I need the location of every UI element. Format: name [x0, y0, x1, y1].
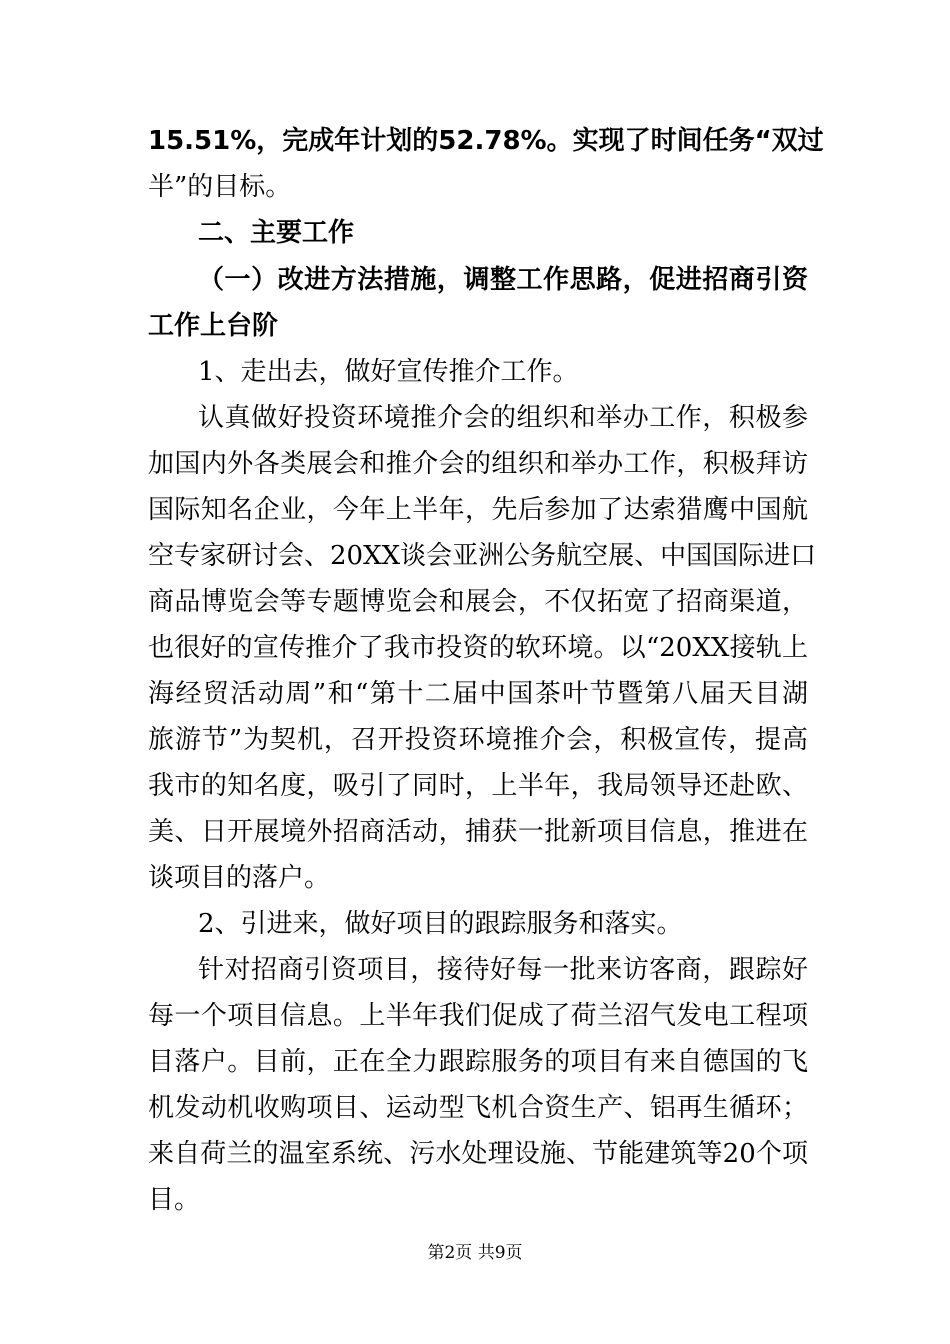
item-heading: 1、走出去，做好宣传推介工作。: [198, 357, 579, 387]
paragraph-line: 也很好的宣传推介了我市投资的软环境。以“20XX接轨上: [148, 633, 808, 663]
paragraph-line: 认真做好投资环境推介会的组织和举办工作，积极参: [198, 403, 808, 433]
paragraph-line: 每一个项目信息。上半年我们促成了荷兰沼气发电工程项: [148, 1001, 808, 1031]
paragraph-line: 我市的知名度，吸引了同时，上半年，我局领导还赴欧、: [148, 771, 808, 801]
section-heading: 二、主要工作: [198, 218, 355, 248]
paragraph-line: 国际知名企业，今年上半年，先后参加了达索猎鹰中国航: [148, 495, 808, 525]
subsection-heading: （一）改进方法措施，调整工作思路，促进招商引资: [198, 265, 808, 295]
paragraph-line: 目。: [148, 1185, 201, 1215]
paragraph-line: 商品博览会等专题博览会和展会，不仅拓宽了招商渠道，: [148, 587, 808, 617]
paragraph-line: 机发动机收购项目、运动型飞机合资生产、铝再生循环；: [148, 1093, 808, 1123]
paragraph-line: 空专家研讨会、20XX谈会亚洲公务航空展、中国国际进口: [148, 541, 817, 571]
paragraph-line: 谈项目的落户。: [148, 863, 331, 893]
paragraph-line: 加国内外各类展会和推介会的组织和举办工作，积极拜访: [148, 449, 808, 479]
subsection-heading: 工作上台阶: [148, 311, 279, 341]
paragraph-line: 15.51%，完成年计划的52.78%。实现了时间任务“双过: [148, 126, 824, 156]
paragraph-line: 来自荷兰的温室系统、污水处理设施、节能建筑等20个项: [148, 1139, 808, 1169]
page-footer: 第2页 共9页: [427, 1243, 523, 1263]
paragraph-line: 海经贸活动周”和“第十二届中国茶叶节暨第八届天目湖: [148, 679, 808, 709]
paragraph-line: 旅游节”为契机，召开投资环境推介会，积极宣传，提高: [148, 725, 808, 755]
paragraph-line: 美、日开展境外招商活动，捕获一批新项目信息，推进在: [148, 817, 808, 847]
item-heading: 2、引进来，做好项目的跟踪服务和落实。: [198, 909, 683, 939]
paragraph-line: 目落户。目前，正在全力跟踪服务的项目有来自德国的飞: [148, 1047, 808, 1077]
paragraph-line: 半”的目标。: [148, 172, 292, 202]
paragraph-line: 针对招商引资项目，接待好每一批来访客商，跟踪好: [198, 955, 808, 985]
